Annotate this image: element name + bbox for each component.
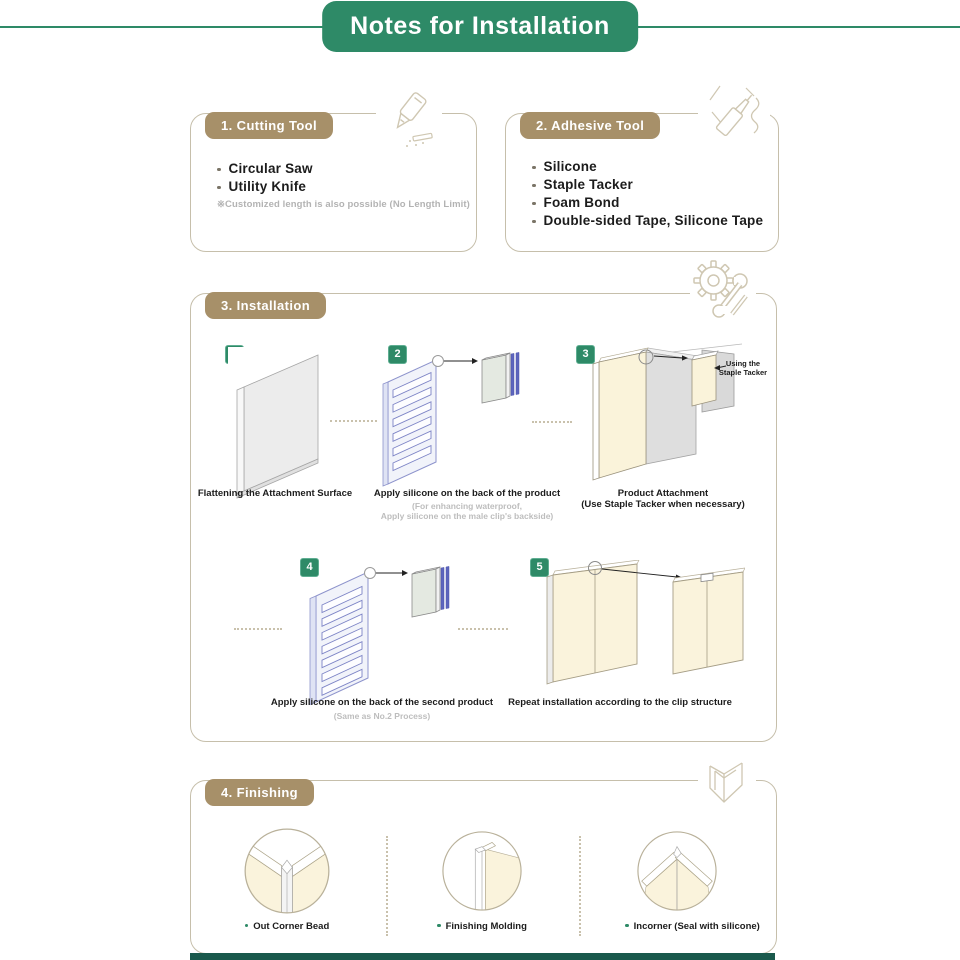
- step3-caption-1: Product Attachment: [617, 488, 709, 499]
- list-item: [532, 212, 763, 230]
- list-item-label: Double-sided Tape, Silicone Tape: [543, 213, 764, 228]
- bullet-dot: [532, 220, 536, 224]
- bullet-dot: [437, 924, 441, 928]
- annotation-line: Using the: [725, 359, 761, 368]
- step2-silicone-illustration: [380, 350, 520, 492]
- bullet-dot: [217, 168, 221, 172]
- dotted-separator: [234, 628, 282, 630]
- bullet-dot: [245, 924, 249, 928]
- section-badge-finishing: 4. Finishing: [205, 779, 314, 806]
- finishing-caption: [407, 921, 557, 932]
- caulk-gun-icon: [698, 84, 770, 150]
- annotation-line: Staple Tacker: [718, 368, 768, 377]
- section-badge-installation: 3. Installation: [205, 292, 326, 319]
- out-corner-bead-diagram: [242, 826, 332, 916]
- incorner-diagram: [635, 829, 719, 913]
- bullet-dot: [217, 186, 221, 190]
- page-title: Notes for Installation: [350, 12, 610, 40]
- list-item: [532, 158, 763, 176]
- bullet-dot: [532, 166, 536, 170]
- list-item: [217, 178, 313, 196]
- finishing-caption: [595, 921, 790, 932]
- step3-annotation: [714, 359, 772, 377]
- list-item: [532, 176, 763, 194]
- finishing-caption-label: Out Corner Bead: [253, 921, 330, 932]
- step4-caption: Apply silicone on the back of the second product: [270, 697, 494, 708]
- finishing-caption-label: Finishing Molding: [445, 921, 527, 932]
- list-item: [532, 194, 763, 212]
- step5-caption: Repeat installation according to the clip structure: [508, 697, 732, 708]
- finishing-caption: [212, 921, 362, 932]
- dotted-separator-vertical: [386, 836, 388, 936]
- length-note: ※Customized length is also possible (No Length Limit): [217, 199, 470, 210]
- footer-bar: [190, 953, 775, 960]
- bullet-dot: [625, 924, 629, 928]
- list-item-label: Utility Knife: [228, 179, 307, 194]
- list-item-label: Circular Saw: [228, 161, 313, 176]
- list-item: [217, 160, 313, 178]
- section-badge-adhesive: 2. Adhesive Tool: [520, 112, 660, 139]
- list-item-label: Staple Tacker: [543, 177, 633, 192]
- step-number: 3: [576, 345, 595, 364]
- step-number: 5: [530, 558, 549, 577]
- gear-wrench-icon: [690, 260, 756, 322]
- dotted-separator: [458, 628, 508, 630]
- step4-silicone-illustration: [306, 562, 456, 707]
- section-badge-cutting: 1. Cutting Tool: [205, 112, 333, 139]
- step2-caption: Apply silicone on the back of the product: [373, 488, 561, 499]
- dotted-separator: [532, 421, 572, 423]
- list-item-label: Silicone: [543, 159, 597, 174]
- adhesive-tool-list: [532, 158, 763, 230]
- step-number: 2: [388, 345, 407, 364]
- step1-caption: Flattening the Attachment Surface: [197, 488, 353, 499]
- step5-repeat-illustration: [545, 560, 745, 700]
- page-title-badge: [322, 1, 638, 52]
- dotted-separator: [330, 420, 377, 422]
- step3-caption-2: (Use Staple Tacker when necessary): [581, 499, 745, 510]
- dotted-separator-vertical: [579, 836, 581, 936]
- corner-trim-icon: [698, 758, 756, 812]
- bullet-dot: [532, 202, 536, 206]
- finishing-caption-label: Incorner (Seal with silicone): [633, 921, 760, 932]
- utility-knife-icon: [376, 90, 442, 150]
- bullet-dot: [532, 184, 536, 188]
- list-item-label: Foam Bond: [543, 195, 620, 210]
- step2-subcaption-2: Apply silicone on the male clip's backside): [380, 511, 554, 521]
- step4-subcaption: (Same as No.2 Process): [333, 711, 431, 721]
- step-number: 4: [300, 558, 319, 577]
- finishing-molding-diagram: [440, 829, 524, 913]
- cutting-tool-list: [217, 160, 313, 196]
- step2-subcaption-1: (For enhancing waterproof,: [411, 501, 523, 511]
- step1-panel-illustration: [228, 347, 328, 499]
